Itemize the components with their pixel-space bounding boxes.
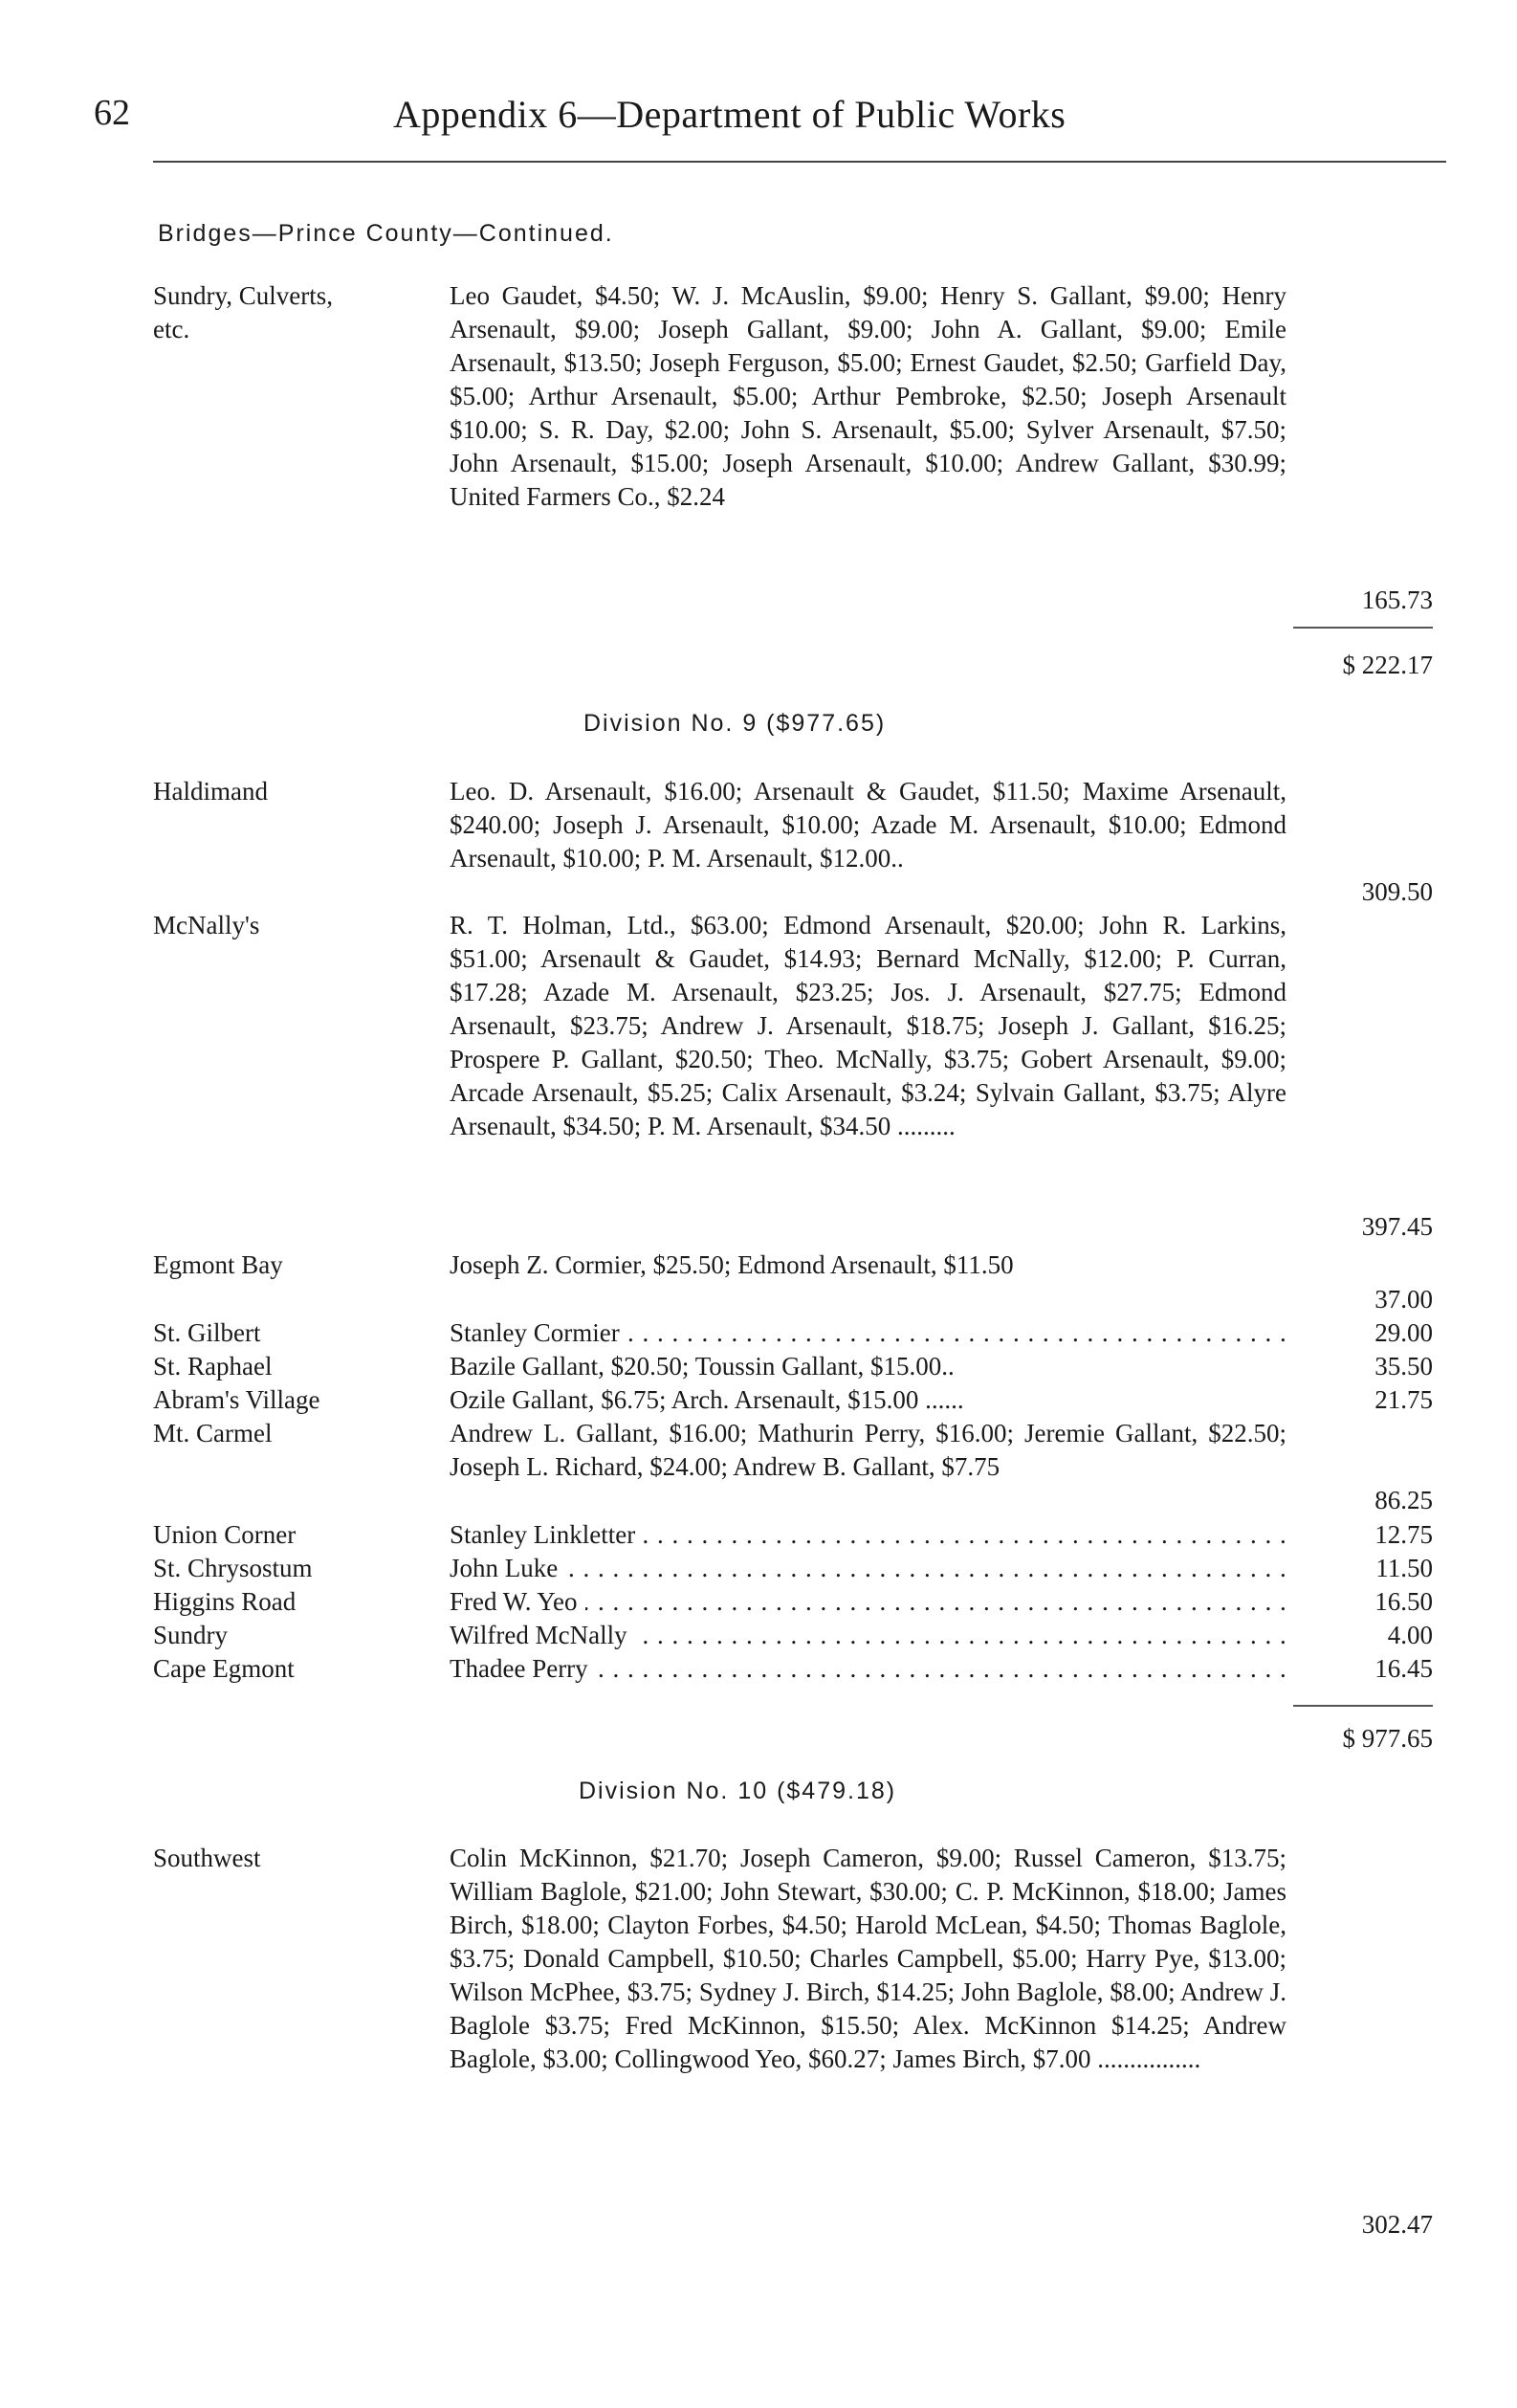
page-header — [94, 92, 1446, 149]
division-9-total: $ 977.65 — [1342, 1724, 1433, 1753]
entry-amount: 302.47 — [1361, 2210, 1433, 2239]
entry-place: St. Raphael — [153, 1352, 273, 1381]
entry-description: Leo. D. Arsenault, $16.00; Arsenault & Gaudet, $11.50; Maxime Arsenault, $240.00; Joseph J. Arsenault, $10.00; Azade M. Arsenault, $10.00; Edmond Arsenault, $10.00; P. M. Arsenault, $12.00.. — [450, 777, 1286, 873]
entry-amount: 35.50 — [1374, 1352, 1433, 1381]
entry-description: Colin McKinnon, $21.70; Joseph Cameron, $9.00; Russel Cameron, $13.75; William Baglole, $21.00; John Stewart, $30.00; C. P. McKinnon, $18.00; James Birch, $18.00; Clayton Forbes, $4.50; Harold McLean, $4.50; Thomas Baglole, $3.75; Donald Campbell, $10.50; Charles Campbell, $5.00; Harry Pye, $13.00; Wilson McPhee, $3.75; Sydney J. Birch, $14.25; John Baglole, $8.00; Andrew J. Baglole $3.75; Fred McKinnon, $15.50; Alex. McKinnon $14.25; Andrew Baglole, $3.00; Collingwood Yeo, $60.27; James Birch, $7.00 ................ — [450, 1844, 1286, 2073]
entry-description: Fred W. Yeo . . . — [450, 1585, 1286, 1619]
entry-amount: 309.50 — [1361, 877, 1433, 906]
entry-higgins-road — [153, 1585, 1433, 1619]
entry-place: Southwest — [153, 1844, 261, 1872]
entry-amount: 165.73 — [1361, 585, 1433, 614]
entry-southwest — [153, 1842, 1433, 2243]
entry-description: Leo Gaudet, $4.50; W. J. McAuslin, $9.00; Henry S. Gallant, $9.00; Henry Arsenault, $9.00; Joseph Gallant, $9.00; John A. Gallant, $9.00; Emile Arsenault, $13.50; Joseph Ferguson, $5.00; Ernest Gaudet, $2.50; Garfield Day, $5.00; Arthur Arsenault, $5.00; Arthur Pembroke, $2.50; Joseph Arsenault $10.00; S. R. Day, $2.00; John S. Arsenault, $5.00; Sylver Arsenault, $7.50; John Arsenault, $15.00; Joseph Arsenault, $10.00; Andrew Gallant, $30.99; United Farmers Co., $2.24 — [450, 281, 1286, 511]
entry-place: Egmont Bay — [153, 1250, 283, 1279]
entry-description: Stanley Linkletter . . . — [450, 1518, 1286, 1552]
entry-place: Cape Egmont — [153, 1654, 295, 1683]
entry-place: Haldimand — [153, 777, 268, 806]
entry-mt-carmel — [153, 1417, 1433, 1522]
entry-description: Bazile Gallant, $20.50; Toussin Gallant, $15.00.. — [450, 1352, 955, 1381]
entry-description: Wilfred McNally . . . — [450, 1619, 1286, 1652]
entry-amount: 16.45 — [1374, 1654, 1433, 1683]
entry-haldimand — [153, 775, 1433, 909]
entry-place: Abram's Village — [153, 1385, 320, 1414]
entry-amount: 11.50 — [1375, 1554, 1433, 1582]
entry-description: Joseph Z. Cormier, $25.50; Edmond Arsenault, $11.50 — [450, 1250, 1014, 1279]
entry-mcnallys — [153, 909, 1433, 1253]
entry-description: Stanley Cormier . . . — [450, 1316, 1286, 1350]
entry-place: Union Corner — [153, 1520, 297, 1549]
entry-sundry — [153, 1619, 1433, 1652]
entry-place: St. Chrysostum — [153, 1554, 313, 1582]
entry-description: Andrew L. Gallant, $16.00; Mathurin Perry, $16.00; Jeremie Gallant, $22.50; Joseph L. Richard, $24.00; Andrew B. Gallant, $7.75 — [450, 1419, 1286, 1481]
page-title: Appendix 6—Department of Public Works — [393, 93, 1066, 136]
entry-amount: 4.00 — [1387, 1621, 1433, 1649]
division-9-heading: Division No. 9 ($977.65) — [583, 710, 887, 737]
entry-description: Thadee Perry . . . — [450, 1652, 1286, 1686]
entry-amount: 29.00 — [1374, 1318, 1433, 1347]
division-10-heading: Division No. 10 ($479.18) — [579, 1778, 897, 1804]
entry-place: Mt. Carmel — [153, 1419, 273, 1447]
entry-amount: 397.45 — [1361, 1212, 1433, 1241]
entry-description: R. T. Holman, Ltd., $63.00; Edmond Arsenault, $20.00; John R. Larkins, $51.00; Arsenault & Gaudet, $14.93; Bernard McNally, $12.00; P. Curran, $17.28; Azade M. Arsenault, $23.25; Jos. J. Arsenault, $27.75; Edmond Arsenault, $23.75; Andrew J. Arsenault, $18.75; Joseph J. Gallant, $16.25; Prospere P. Gallant, $20.50; Theo. McNally, $3.75; Gobert Arsenault, $9.00; Arcade Arsenault, $5.25; Calix Arsenault, $3.24; Sylvain Gallant, $3.75; Alyre Arsenault, $34.50; P. M. Arsenault, $34.50 ......... — [450, 911, 1286, 1140]
entry-place: Higgins Road — [153, 1587, 297, 1616]
entry-amount: 37.00 — [1374, 1285, 1433, 1314]
entry-place: Sundry, Culverts, etc. — [153, 281, 333, 343]
subtotal-rule — [1293, 627, 1433, 629]
section-total: $ 222.17 — [1342, 651, 1433, 679]
entry-amount: 16.50 — [1374, 1587, 1433, 1616]
entry-place: St. Gilbert — [153, 1318, 261, 1347]
entry-abrams-village — [153, 1383, 1433, 1417]
entry-st-raphael — [153, 1350, 1433, 1383]
entry-description: Ozile Gallant, $6.75; Arch. Arsenault, $15.00 ...... — [450, 1385, 964, 1414]
entry-description: John Luke . . . — [450, 1552, 1286, 1585]
entry-union-corner — [153, 1518, 1433, 1552]
entry-cape-egmont — [153, 1652, 1433, 1686]
section-heading-bridges: Bridges—Prince County—Continued. — [158, 220, 614, 247]
entry-amount: 12.75 — [1374, 1520, 1433, 1549]
entry-st-gilbert — [153, 1316, 1433, 1350]
entry-egmont-bay — [153, 1248, 1433, 1317]
entry-amount: 86.25 — [1374, 1486, 1433, 1514]
header-rule — [153, 161, 1446, 163]
entry-amount: 21.75 — [1374, 1385, 1433, 1414]
entry-st-chrysostum — [153, 1552, 1433, 1585]
page-number: 62 — [94, 93, 130, 133]
entry-place: Sundry — [153, 1621, 229, 1649]
entry-sundry-culverts — [153, 279, 1433, 624]
division-9-rule — [1293, 1705, 1433, 1707]
entry-place: McNally's — [153, 911, 260, 939]
